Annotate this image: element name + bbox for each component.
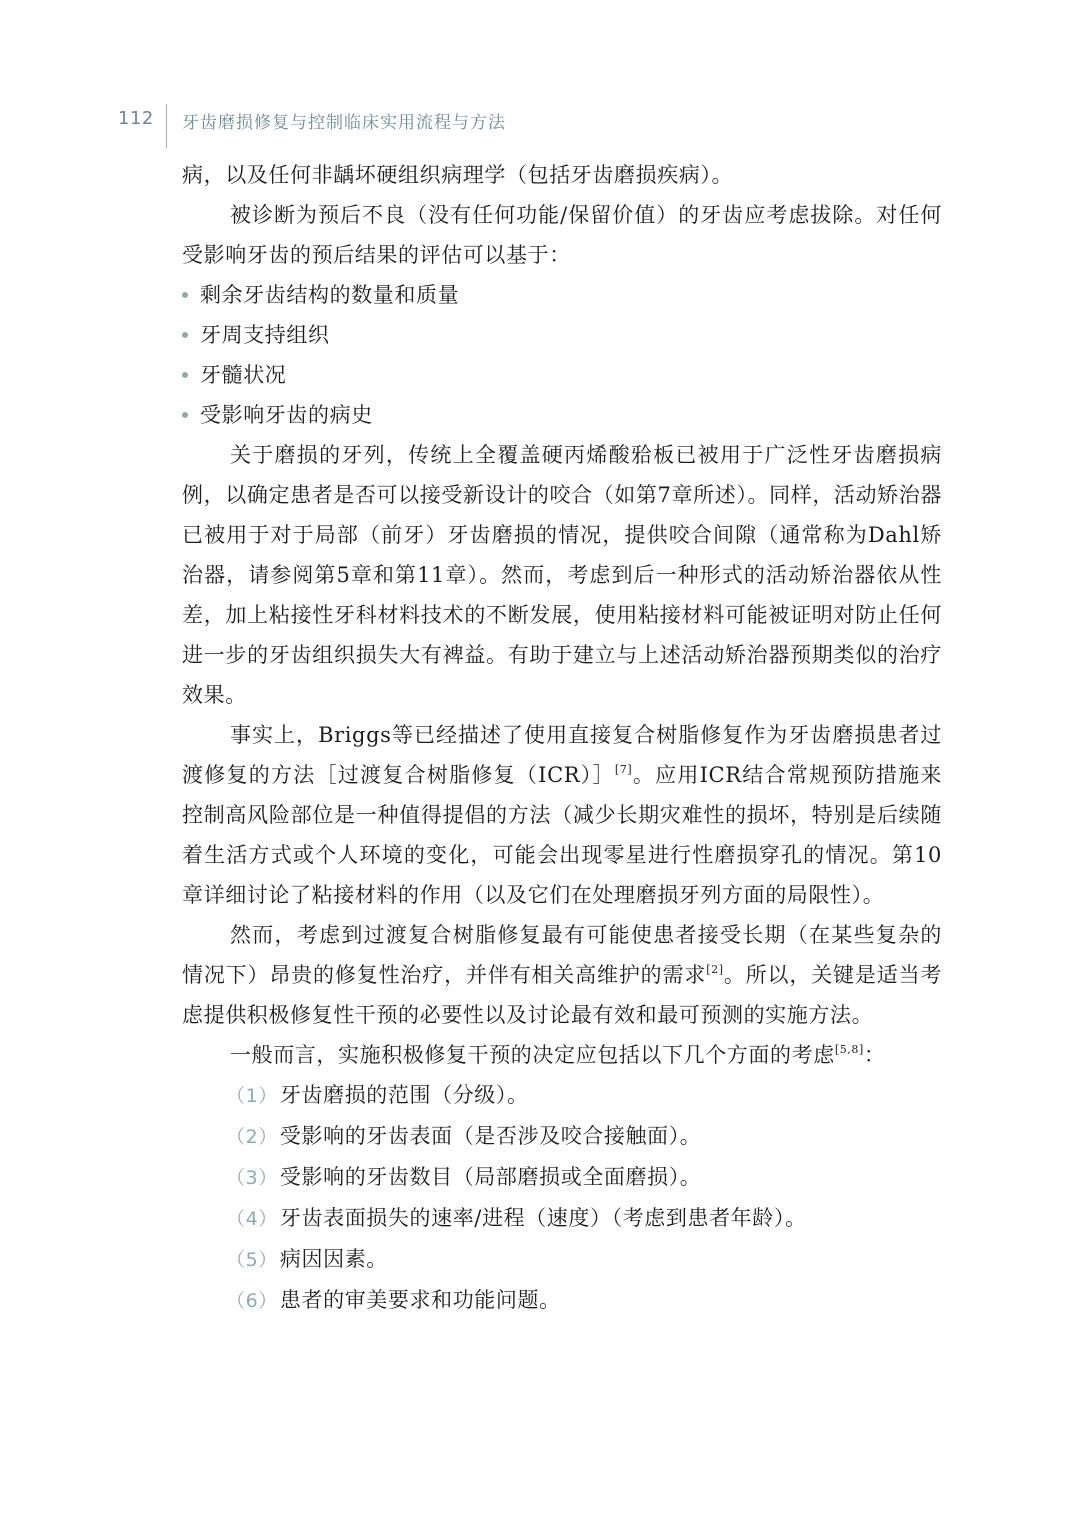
item-text: 病因因素。 — [279, 1247, 388, 1271]
page-header — [0, 104, 1080, 148]
item-text: 受影响的牙齿表面（是否涉及咬合接触面）。 — [279, 1124, 702, 1148]
item-text: 受影响的牙齿数目（局部磨损或全面磨损）。 — [279, 1165, 702, 1189]
paragraph-5-text-b: 。所以，关键是适当考虑提供积极修复性干预的必要性以及讨论最有效和最可预测的实施方法。 — [182, 963, 943, 1027]
body-text — [182, 155, 942, 1321]
paragraph-2: 被诊断为预后不良（没有任何功能/保留价值）的牙齿应考虑拔除。对任何受影响牙齿的预后结果的评估可以基于： — [182, 203, 942, 267]
item-number: （3） — [226, 1167, 278, 1189]
paragraph-1: 病，以及任何非龋坏硬组织病理学（包括牙齿磨损疾病）。 — [182, 163, 734, 187]
citation-ref: [5,8] — [834, 1043, 864, 1056]
bullet-item-2: 牙周支持组织 — [182, 315, 942, 355]
paragraph-4-text-b: 。应用ICR结合常规预防措施来控制高风险部位是一种值得提倡的方法（减少长期灾难性的损坏，特别是后续随着生活方式或个人环境的变化，可能会出现零星进行性磨损穿孔的情况。第10章详细讨论了粘接材料的作用（以及它们在处理磨损牙列方面的局限性）。 — [182, 763, 942, 907]
paragraph-6 — [182, 1035, 942, 1075]
numbered-item-2 — [182, 1116, 942, 1157]
item-number: （6） — [226, 1290, 278, 1312]
bullet-item-1: 剩余牙齿结构的数量和质量 — [182, 275, 942, 315]
numbered-item-3 — [182, 1157, 942, 1198]
item-text: 牙齿表面损失的速率/进程（速度）（考虑到患者年龄）。 — [279, 1206, 807, 1230]
header-divider — [166, 104, 167, 148]
numbered-item-5 — [182, 1239, 942, 1280]
bullet-item-3: 牙髓状况 — [182, 355, 942, 395]
numbered-item-4 — [182, 1198, 942, 1239]
item-number: （1） — [226, 1085, 278, 1107]
bullet-item-4: 受影响牙齿的病史 — [182, 395, 942, 435]
paragraph-4-text-a: 事实上，Briggs等已经描述了使用直接复合树脂修复作为牙齿磨损患者过渡修复的方法［过渡复合树脂修复（ICR）］ — [182, 723, 942, 787]
citation-ref: [7] — [614, 763, 633, 776]
paragraph-4 — [182, 715, 942, 915]
paragraph-6-text-b: ： — [863, 1043, 886, 1067]
paragraph-3: 关于磨损的牙列，传统上全覆盖硬丙烯酸𬌗板已被用于广泛性牙齿磨损病例，以确定患者是否可以接受新设计的咬合（如第7章所述）。同样，活动矫治器已被用于对于局部（前牙）牙齿磨损的情况，提供咬合间隙（通常称为Dahl矫治器，请参阅第5章和第11章）。然而，考虑到后一种形式的活动矫治器依从性差，加上粘接性牙科材料技术的不断发展，使用粘接材料可能被证明对防止任何进一步的牙齿组织损失大有裨益。有助于建立与上述活动矫治器预期类似的治疗效果。 — [182, 443, 942, 707]
paragraph-6-text-a: 一般而言，实施积极修复干预的决定应包括以下几个方面的考虑 — [230, 1043, 835, 1067]
item-number: （2） — [226, 1126, 278, 1148]
running-title: 牙齿磨损修复与控制临床实用流程与方法 — [182, 113, 506, 133]
paragraph-5-text-a: 然而，考虑到过渡复合树脂修复最有可能使患者接受长期（在某些复杂的情况下）昂贵的修复性治疗，并伴有相关高维护的需求 — [182, 923, 942, 987]
numbered-item-6 — [182, 1280, 942, 1321]
item-number: （5） — [226, 1249, 278, 1271]
paragraph-5 — [182, 915, 942, 1035]
item-number: （4） — [226, 1208, 278, 1230]
page-number: 112 — [118, 108, 154, 129]
citation-ref: [2] — [706, 963, 724, 976]
item-text: 牙齿磨损的范围（分级）。 — [279, 1083, 529, 1107]
numbered-item-1 — [182, 1075, 942, 1116]
item-text: 患者的审美要求和功能问题。 — [279, 1288, 561, 1312]
